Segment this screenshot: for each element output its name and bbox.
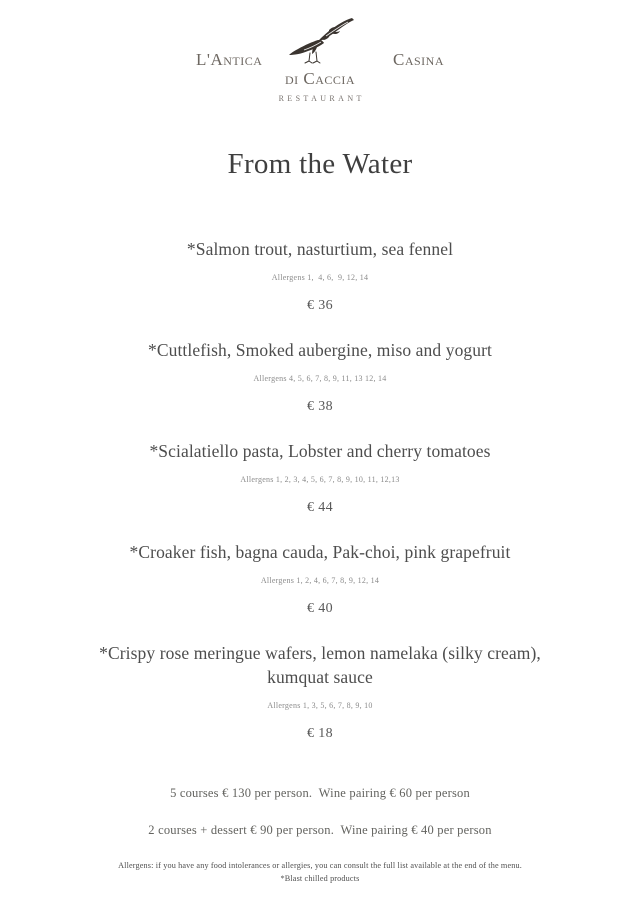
logo-subtitle-restaurant: RESTAURANT bbox=[278, 94, 365, 103]
page-title: From the Water bbox=[227, 148, 413, 180]
menu-item-allergens: Allergens 1, 4, 6, 9, 12, 14 bbox=[271, 273, 369, 283]
allergen-disclaimer bbox=[118, 860, 522, 885]
logo-wordmark-line-1 bbox=[190, 50, 450, 68]
menu-item-name: *Cuttlefish, Smoked aubergine, miso and yogurt bbox=[147, 340, 493, 361]
menu-item-name: *Crispy rose meringue wafers, lemon namelaka (silky cream), kumquat sauce bbox=[99, 642, 541, 688]
allergen-disclaimer-line-1: Allergens: if you have any food intolerances or allergies, you can consult the full list available at the end of the menu. bbox=[118, 861, 522, 871]
menu-item-name: *Croaker fish, bagna cauda, Pak-choi, pink grapefruit bbox=[129, 541, 511, 562]
logo-mark-row bbox=[190, 16, 450, 68]
menu-item-price: € 36 bbox=[306, 298, 334, 314]
menu-footer bbox=[40, 786, 600, 885]
blast-chilled-note: *Blast chilled products bbox=[280, 873, 360, 883]
menu-item-price: € 18 bbox=[306, 726, 334, 742]
logo-word-right: Casina bbox=[392, 50, 444, 69]
menu-item-allergens: Allergens 1, 2, 4, 6, 7, 8, 9, 12, 14 bbox=[260, 575, 380, 585]
menu-item bbox=[40, 338, 600, 415]
menu-item-allergens: Allergens 1, 3, 5, 6, 7, 8, 9, 10 bbox=[267, 701, 373, 711]
menu-item bbox=[40, 439, 600, 516]
menu-item-allergens: Allergens 4, 5, 6, 7, 8, 9, 11, 13 12, 14 bbox=[253, 373, 387, 383]
menu-item-price: € 40 bbox=[306, 600, 334, 616]
restaurant-logo bbox=[190, 16, 450, 103]
menu-item-price: € 44 bbox=[306, 499, 334, 515]
menu-item-price: € 38 bbox=[306, 398, 334, 414]
logo-wordmark-line-2: di Caccia bbox=[284, 69, 356, 88]
menu-item bbox=[40, 641, 600, 743]
tasting-menu-offer-1: 5 courses € 130 per person. Wine pairing € 60 per person bbox=[170, 786, 470, 801]
menu-item bbox=[40, 237, 600, 314]
menu-item bbox=[40, 540, 600, 617]
logo-word-left: L'Antica bbox=[196, 50, 263, 69]
menu-item-name: *Salmon trout, nasturtium, sea fennel bbox=[186, 239, 454, 260]
tasting-menu-offer-2: 2 courses + dessert € 90 per person. Wine pairing € 40 per person bbox=[148, 823, 492, 838]
menu-item-name: *Scialatiello pasta, Lobster and cherry tomatoes bbox=[149, 440, 491, 461]
menu-item-allergens: Allergens 1, 2, 3, 4, 5, 6, 7, 8, 9, 10, 11, 12,13 bbox=[240, 474, 400, 484]
menu-item-list bbox=[40, 237, 600, 766]
